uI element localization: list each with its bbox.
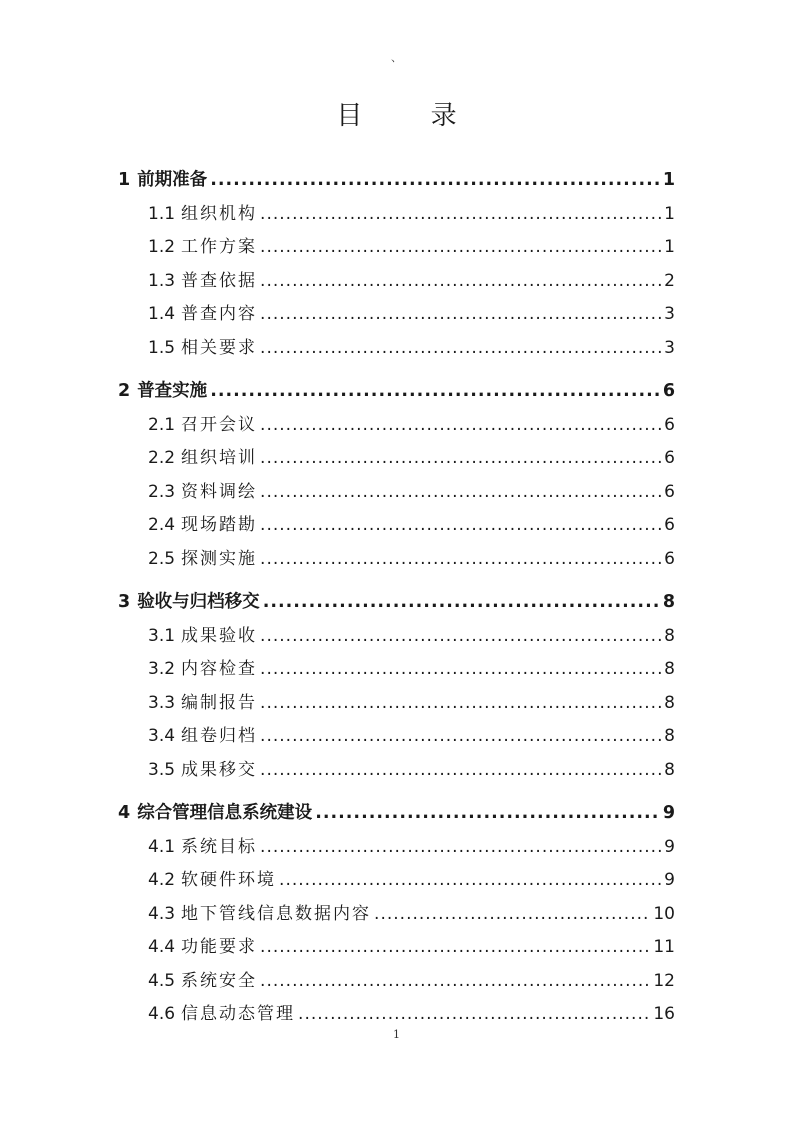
dot-leader [260,198,661,232]
toc-entry-title: 系统安全 [181,970,258,991]
toc-entry-number: 1.5 [148,337,176,358]
toc-entry-number: 2.5 [148,548,176,569]
dot-leader [260,298,661,332]
toc-section-entry[interactable] [118,998,675,1032]
toc-entry-number: 1.3 [148,270,176,291]
toc-section-entry[interactable] [118,965,675,999]
toc-entry-number: 2.3 [148,481,176,502]
toc-entry-page: 8 [664,625,675,646]
dot-leader [260,543,661,577]
dot-leader [298,998,650,1032]
toc-entry-page: 3 [664,337,675,358]
toc-entry-title: 综合管理信息系统建设 [137,803,313,823]
dot-leader [210,374,660,409]
toc-entry-title: 前期准备 [137,170,208,190]
toc-entry-number: 3.4 [148,726,176,746]
dot-leader [260,653,661,687]
toc-section-entry[interactable] [118,831,675,865]
toc-entry-page: 16 [653,1004,675,1024]
toc-entry-title: 组卷归档 [181,726,258,746]
toc-entry-page: 3 [664,304,675,324]
toc-entry-title: 探测实施 [181,548,258,569]
toc-entry-number: 1.2 [148,237,176,257]
dot-leader [279,864,661,898]
toc-entry-page: 6 [664,548,675,569]
dot-leader [260,509,661,543]
toc-entry-number: 4.5 [148,970,176,991]
toc-entry-number: 3.3 [148,692,176,713]
toc-entry-title: 工作方案 [181,237,258,257]
toc-entry-page: 8 [664,726,675,746]
page-number: 1 [393,1028,400,1041]
toc-entry-page: 9 [664,836,675,857]
dot-leader [260,620,661,654]
toc-entry-number: 3.5 [148,759,176,780]
toc-entry-title: 验收与归档移交 [137,592,260,612]
toc-entry-number: 2.1 [148,414,176,435]
toc-entry-number: 4.1 [148,836,176,857]
toc-entry-number: 1.1 [148,203,176,224]
toc-entry-page: 6 [664,414,675,435]
toc-chapter-entry[interactable] [118,585,675,620]
toc-entry-page: 9 [664,870,675,890]
toc-chapter-entry[interactable] [118,796,675,831]
toc-chapter-entry[interactable] [118,374,675,409]
toc-entry-number: 4.6 [148,1004,176,1024]
toc-entry-number: 4 [118,803,131,823]
toc-entry-title: 召开会议 [181,414,258,435]
toc-entry-number: 3.2 [148,659,176,679]
toc-section-entry[interactable] [118,476,675,510]
toc-section-entry[interactable] [118,265,675,299]
toc-entry-title: 普查依据 [181,270,258,291]
toc-entry-number: 4.2 [148,870,176,890]
toc-entry-page: 11 [653,937,675,957]
dot-leader [260,831,661,865]
toc-entry-page: 9 [662,803,675,823]
toc-entry-title: 编制报告 [181,692,258,713]
toc-entry-title: 成果移交 [181,759,258,780]
toc-entry-page: 12 [653,970,675,991]
toc-section-entry[interactable] [118,509,675,543]
toc-section-entry[interactable] [118,754,675,788]
toc-section-entry[interactable] [118,687,675,721]
toc-section-entry[interactable] [118,231,675,265]
toc-section-entry[interactable] [118,409,675,443]
toc-entry-page: 6 [664,515,675,535]
toc-entry-title: 资料调绘 [181,481,258,502]
dot-leader [260,965,650,999]
table-of-contents [118,163,675,1032]
toc-entry-title: 内容检查 [181,659,258,679]
toc-entry-page: 1 [664,237,675,257]
toc-entry-title: 相关要求 [181,337,258,358]
toc-entry-page: 8 [664,692,675,713]
toc-entry-number: 4.3 [148,903,176,924]
dot-leader [260,231,661,265]
toc-entry-page: 8 [662,592,675,612]
toc-entry-title: 现场踏勘 [181,515,258,535]
dot-leader [263,585,660,620]
toc-entry-title: 组织培训 [181,448,258,468]
toc-entry-title: 软硬件环境 [181,870,277,890]
dot-leader [260,754,661,788]
toc-entry-page: 1 [662,170,675,190]
toc-section-entry[interactable] [118,198,675,232]
page-title: 目 录 [336,101,487,131]
toc-chapter-entry[interactable] [118,163,675,198]
toc-section-entry[interactable] [118,720,675,754]
toc-entry-page: 8 [664,759,675,780]
toc-entry-page: 2 [664,270,675,291]
toc-entry-page: 10 [653,903,675,924]
toc-entry-page: 6 [664,448,675,468]
toc-section-entry[interactable] [118,298,675,332]
toc-entry-page: 1 [664,203,675,224]
toc-entry-title: 普查实施 [137,381,208,401]
toc-section-entry[interactable] [118,653,675,687]
header-mark: 、 [391,51,402,64]
dot-leader [260,409,661,443]
toc-section-entry[interactable] [118,931,675,965]
dot-leader [260,720,661,754]
toc-entry-number: 2 [118,381,131,401]
toc-entry-title: 成果验收 [181,625,258,646]
dot-leader [260,476,661,510]
toc-section-entry[interactable] [118,332,675,366]
toc-entry-number: 1.4 [148,304,176,324]
toc-entry-number: 3 [118,592,131,612]
toc-entry-page: 8 [664,659,675,679]
toc-entry-number: 3.1 [148,625,176,646]
toc-section-entry[interactable] [118,864,675,898]
toc-entry-page: 6 [662,381,675,401]
toc-entry-page: 6 [664,481,675,502]
toc-entry-title: 系统目标 [181,836,258,857]
dot-leader [260,687,661,721]
toc-entry-number: 4.4 [148,937,176,957]
dot-leader [260,931,650,965]
toc-entry-number: 1 [118,170,131,190]
dot-leader [374,898,650,932]
dot-leader [260,265,661,299]
toc-entry-title: 信息动态管理 [181,1004,296,1024]
toc-section-entry[interactable] [118,442,675,476]
toc-section-entry[interactable] [118,620,675,654]
dot-leader [260,442,661,476]
dot-leader [210,163,660,198]
dot-leader [260,332,661,366]
dot-leader [315,796,660,831]
toc-section-entry[interactable] [118,898,675,932]
toc-entry-title: 地下管线信息数据内容 [181,903,372,924]
toc-entry-title: 普查内容 [181,304,258,324]
toc-entry-title: 功能要求 [181,937,258,957]
toc-entry-number: 2.4 [148,515,176,535]
toc-entry-title: 组织机构 [181,203,258,224]
toc-entry-number: 2.2 [148,448,176,468]
toc-section-entry[interactable] [118,543,675,577]
